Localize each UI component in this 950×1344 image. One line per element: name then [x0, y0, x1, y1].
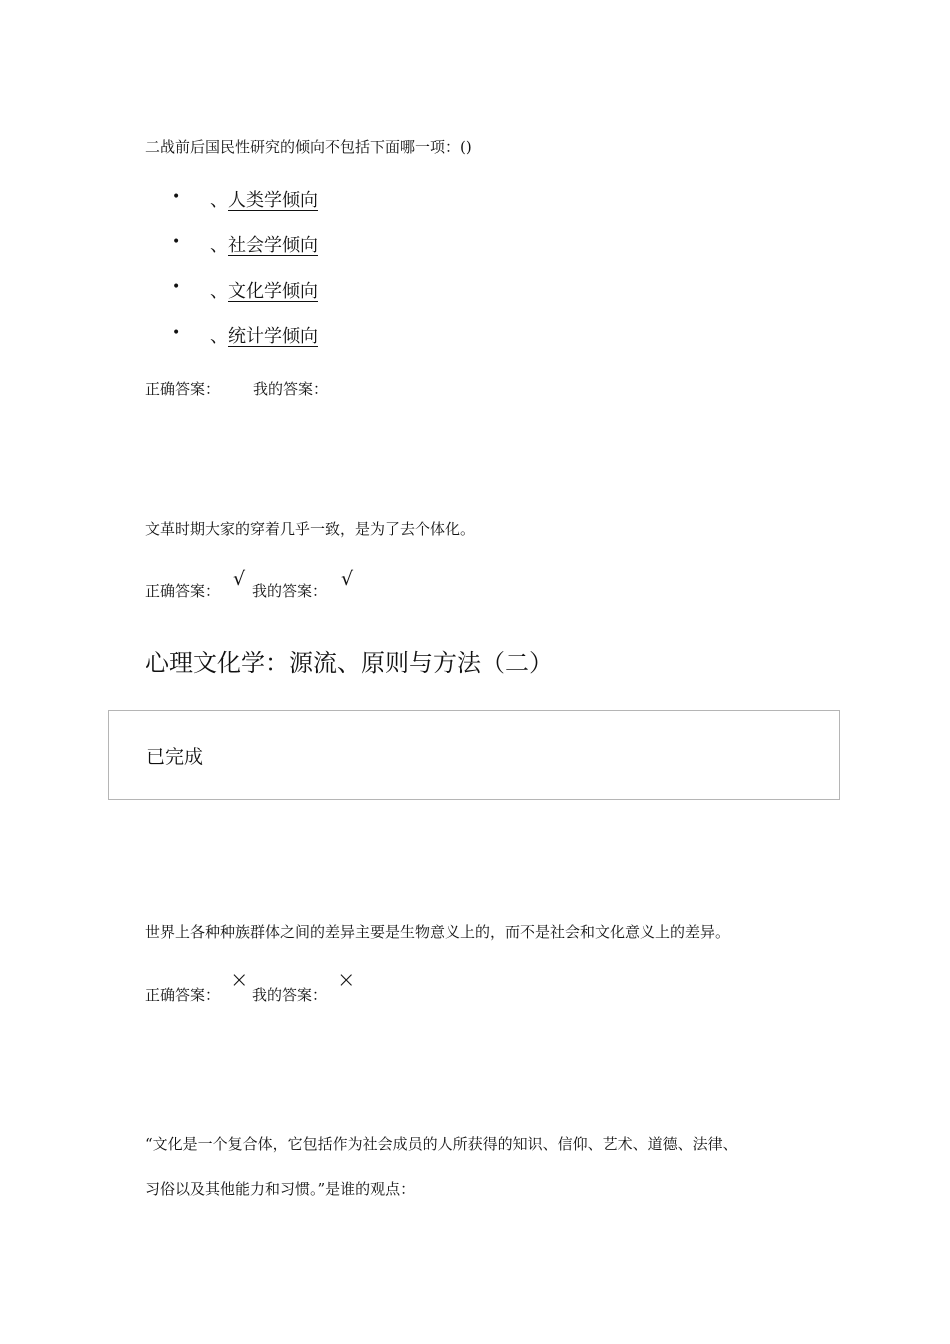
option-prefix: 、	[210, 326, 228, 347]
bullet-icon: •	[172, 234, 181, 250]
section-title: 心理文化学：源流、原则与方法（二）	[145, 649, 553, 677]
cross-icon: ×	[230, 968, 249, 993]
q1-correct-answer-label: 正确答案：	[145, 380, 221, 398]
q1-my-answer-label: 我的答案：	[253, 380, 329, 398]
bullet-icon: •	[172, 325, 181, 341]
option-link[interactable]: 人类学倾向	[228, 190, 318, 211]
option-prefix: 、	[210, 235, 228, 256]
q2-my-answer-label: 我的答案：	[252, 582, 328, 600]
q2-correct-answer-label: 正确答案：	[145, 582, 221, 600]
status-text: 已完成	[146, 746, 204, 768]
q1-option-1[interactable]	[210, 186, 318, 212]
q1-option-2[interactable]	[210, 231, 318, 257]
bullet-icon: •	[172, 189, 181, 205]
option-link[interactable]: 统计学倾向	[228, 326, 318, 347]
status-box	[108, 710, 840, 800]
q3-correct-answer-label: 正确答案：	[145, 986, 221, 1004]
option-link[interactable]: 社会学倾向	[228, 235, 318, 256]
q1-option-3[interactable]	[210, 277, 318, 303]
cross-icon: ×	[337, 968, 356, 993]
q3-my-answer-label: 我的答案：	[252, 986, 328, 1004]
q2-question: 文革时期大家的穿着几乎一致，是为了去个体化。	[145, 520, 476, 538]
option-prefix: 、	[210, 190, 228, 211]
checkmark-icon: √	[341, 568, 354, 590]
q4-question-line1: “文化是一个复合体，它包括作为社会成员的人所获得的知识、信仰、艺术、道德、法律、	[145, 1135, 738, 1153]
option-prefix: 、	[210, 281, 228, 302]
bullet-icon: •	[172, 279, 181, 295]
checkmark-icon: √	[233, 568, 246, 590]
q4-question-line2: 习俗以及其他能力和习惯。”是谁的观点：	[145, 1180, 416, 1198]
q1-question: 二战前后国民性研究的倾向不包括下面哪一项：()	[145, 138, 472, 156]
q1-option-4[interactable]	[210, 322, 318, 348]
option-link[interactable]: 文化学倾向	[228, 281, 318, 302]
q3-question: 世界上各种种族群体之间的差异主要是生物意义上的，而不是社会和文化意义上的差异。	[145, 923, 731, 941]
